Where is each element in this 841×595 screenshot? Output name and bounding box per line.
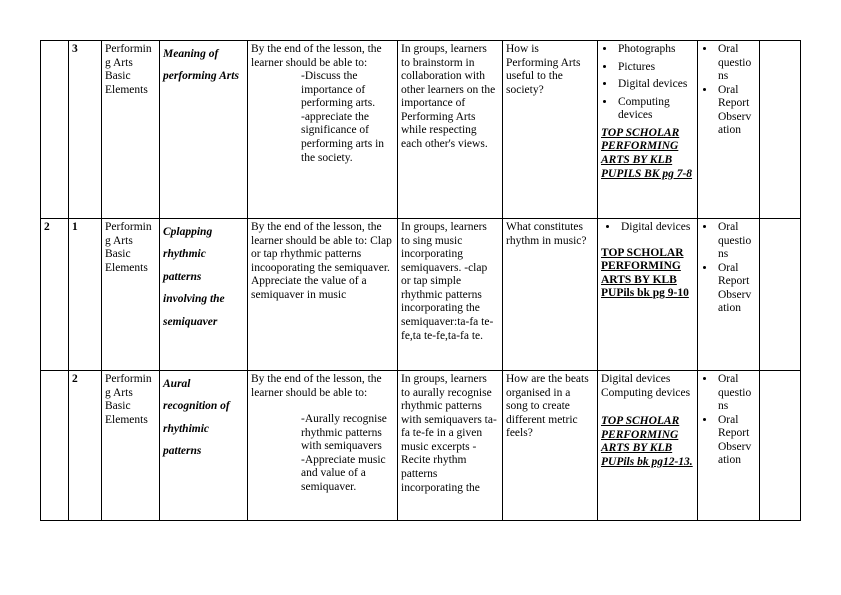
strand-cell: Performing Arts Basic Elements (102, 41, 160, 219)
resource-item: • Digital devices (619, 221, 693, 235)
resources-cell (598, 371, 698, 521)
scheme-of-work-table (40, 40, 801, 521)
substrand-cell: Cplapping rhythmic patterns involving the semiquaver (160, 219, 248, 371)
inquiry-cell: What constitutes rhythm in music? (503, 219, 598, 371)
outcomes-intro: By the end of the lesson, the learner should be able to: (251, 43, 382, 69)
outcomes-points (251, 70, 393, 165)
inquiry-cell: How are the beats organised in a song to create different metric feels? (503, 371, 598, 521)
substrand-cell: Meaning of performing Arts (160, 41, 248, 219)
outcomes-intro: By the end of the lesson, the learner should be able to: (251, 373, 382, 399)
outcome-point: -Discuss the importance of performing arts. (301, 70, 376, 110)
assessment-list (701, 221, 755, 316)
assessment-item: • Oral Report Observation (716, 84, 755, 138)
resource-item: • Photographs (616, 43, 693, 57)
resource-reference: TOP SCHOLAR PERFORMING ARTS BY KLB PUPILS BK pg 7-8 (601, 126, 693, 180)
resource-item: • Computing devices (616, 96, 693, 123)
resources-list (601, 221, 693, 235)
outcomes-points (251, 413, 393, 494)
week-cell: 2 (41, 219, 69, 371)
resource-item: • Digital devices (616, 78, 693, 92)
spacer (251, 400, 393, 413)
assessment-item: • Oral questions (716, 43, 755, 84)
substrand-cell: Aural recognition of rhythimic patterns (160, 371, 248, 521)
remarks-cell (760, 41, 801, 219)
outcome-point: -appreciate the significance of performing arts in the society. (301, 110, 385, 164)
experiences-cell: In groups, learners to brainstorm in collaboration with other learners on the importance of Performing Arts while respecting each other's views. (398, 41, 503, 219)
resources-cell (598, 219, 698, 371)
strand-cell: Performing Arts Basic Elements (102, 219, 160, 371)
assessment-list (701, 373, 755, 468)
week-cell (41, 371, 69, 521)
outcomes-cell (248, 371, 398, 521)
experiences-cell: In groups, learners to sing music incorporating semiquavers. -clap or tap simple rhythmic patterns incorporating the semiquaver:ta-fa te-fe,ta te-fe,ta-fa te. (398, 219, 503, 371)
outcomes-cell (248, 219, 398, 371)
resource-item: Computing devices (601, 386, 691, 399)
remarks-cell (760, 219, 801, 371)
resource-reference: TOP SCHOLAR PERFORMING ARTS BY KLB PUPils bk pg 9-10 (601, 246, 689, 300)
resources-cell (598, 41, 698, 219)
table-row (41, 41, 801, 219)
inquiry-cell: How is Performing Arts useful to the society? (503, 41, 598, 219)
strand-cell: Performing Arts Basic Elements (102, 371, 160, 521)
outcomes-intro: By the end of the lesson, the learner should be able to: Clap or tap rhythmic patterns incooporating the semiquaver. Appreciate the value of a semiquaver in music (251, 221, 392, 301)
outcome-point: -Aurally recognise rhythmic patterns with semiquavers (301, 413, 387, 453)
lesson-cell: 3 (69, 41, 102, 219)
resource-reference: TOP SCHOLAR PERFORMING ARTS BY KLB PUPils bk pg12-13. (601, 415, 693, 468)
resource-item: • Pictures (616, 61, 693, 75)
assessment-item: • Oral questions (716, 373, 755, 414)
assessment-cell (698, 41, 760, 219)
resource-item: Digital devices (601, 373, 671, 385)
experiences-cell: In groups, learners to aurally recognise rhythmic patterns with semiquavers ta-fa te-fe in a given music excerpts -Recite rhythm patterns incorporating the (398, 371, 503, 521)
outcome-point: -Appreciate music and value of a semiquaver. (301, 453, 386, 493)
assessment-item: • Oral Report Observation (716, 414, 755, 468)
week-cell (41, 41, 69, 219)
outcomes-cell (248, 41, 398, 219)
table-row (41, 219, 801, 371)
table-row (41, 371, 801, 521)
assessment-list (701, 43, 755, 138)
assessment-cell (698, 219, 760, 371)
assessment-item: • Oral questions (716, 221, 755, 262)
remarks-cell (760, 371, 801, 521)
assessment-item: • Oral Report Observation (716, 262, 755, 316)
lesson-cell: 2 (69, 371, 102, 521)
resources-list (601, 43, 693, 123)
assessment-cell (698, 371, 760, 521)
lesson-cell: 1 (69, 219, 102, 371)
